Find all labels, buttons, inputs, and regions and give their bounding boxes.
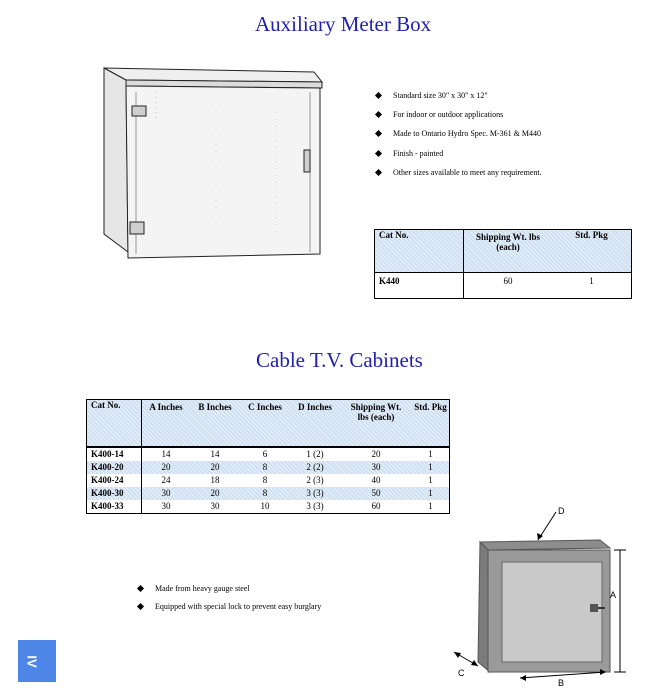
column-header: B Inches [190, 400, 240, 447]
meter-box-spec-table [374, 229, 632, 299]
table-row [375, 273, 632, 299]
cabinet-lock-icon [590, 604, 598, 612]
cabinets-feature-list [138, 585, 398, 615]
table-row: K400-24 24 18 8 2 (3) 40 1 [87, 474, 450, 487]
page-section-tab [18, 640, 56, 682]
dimension-b-label: B [558, 678, 565, 688]
column-header: Std. Pkg [552, 230, 632, 273]
feature-item: Made to Ontario Hydro Spec. M-361 & M440 [376, 130, 541, 138]
page-section-label: IV [24, 655, 40, 668]
feature-item: Finish - painted [376, 150, 443, 158]
table-row: K400-33 30 30 10 3 (3) 60 1 [87, 500, 450, 514]
cat-no-cell: K440 [375, 273, 464, 299]
table-header-row [87, 400, 450, 447]
table-row: K400-14 14 14 6 1 (2) 20 1 [87, 447, 450, 461]
feature-item: Standard size 30" x 30" x 12" [376, 92, 488, 100]
column-header: Cat No. [375, 230, 464, 273]
column-header: Std. Pkg [412, 400, 450, 447]
dimension-b-arrowhead-left [520, 675, 526, 681]
meter-box-title: Auxiliary Meter Box [255, 12, 432, 36]
table-row: K400-30 30 20 8 3 (3) 50 1 [87, 487, 450, 500]
feature-item: Made from heavy gauge steel [138, 585, 250, 593]
column-header: C Inches [240, 400, 290, 447]
column-header: A Inches [142, 400, 191, 447]
meter-box-feature-list [376, 92, 636, 182]
column-header: Cat No. [87, 400, 142, 447]
feature-item: For indoor or outdoor applications [376, 111, 503, 119]
diamond-bullet-icon [375, 130, 382, 137]
feature-item: Other sizes available to meet any requirement. [376, 169, 542, 177]
cabinets-title: Cable T.V. Cabinets [256, 348, 423, 372]
column-header: Shipping Wt. lbs (each) [464, 230, 553, 273]
diamond-bullet-icon [375, 92, 382, 99]
dimension-a-label: A [610, 590, 617, 600]
dimension-c-label: C [458, 668, 465, 678]
table-row: K400-20 20 20 8 2 (2) 30 1 [87, 461, 450, 474]
column-header: Shipping Wt. lbs (each) [340, 400, 412, 447]
meter-box-illustration [96, 62, 328, 268]
cabinet-dimension-diagram [440, 500, 640, 690]
feature-item: Equipped with special lock to prevent easy burglary [138, 603, 321, 611]
diamond-bullet-icon [375, 150, 382, 157]
cabinet-door [502, 562, 602, 662]
diamond-bullet-icon [137, 585, 144, 592]
diamond-bullet-icon [137, 603, 144, 610]
table-cell: 60 [464, 273, 553, 299]
diamond-bullet-icon [375, 111, 382, 118]
table-header-row [375, 230, 632, 273]
diamond-bullet-icon [375, 169, 382, 176]
table-cell: 1 [552, 273, 632, 299]
cabinets-spec-table [86, 399, 450, 514]
dimension-d-label: D [558, 506, 565, 516]
cabinet-top-face [480, 540, 610, 550]
column-header: D Inches [290, 400, 340, 447]
